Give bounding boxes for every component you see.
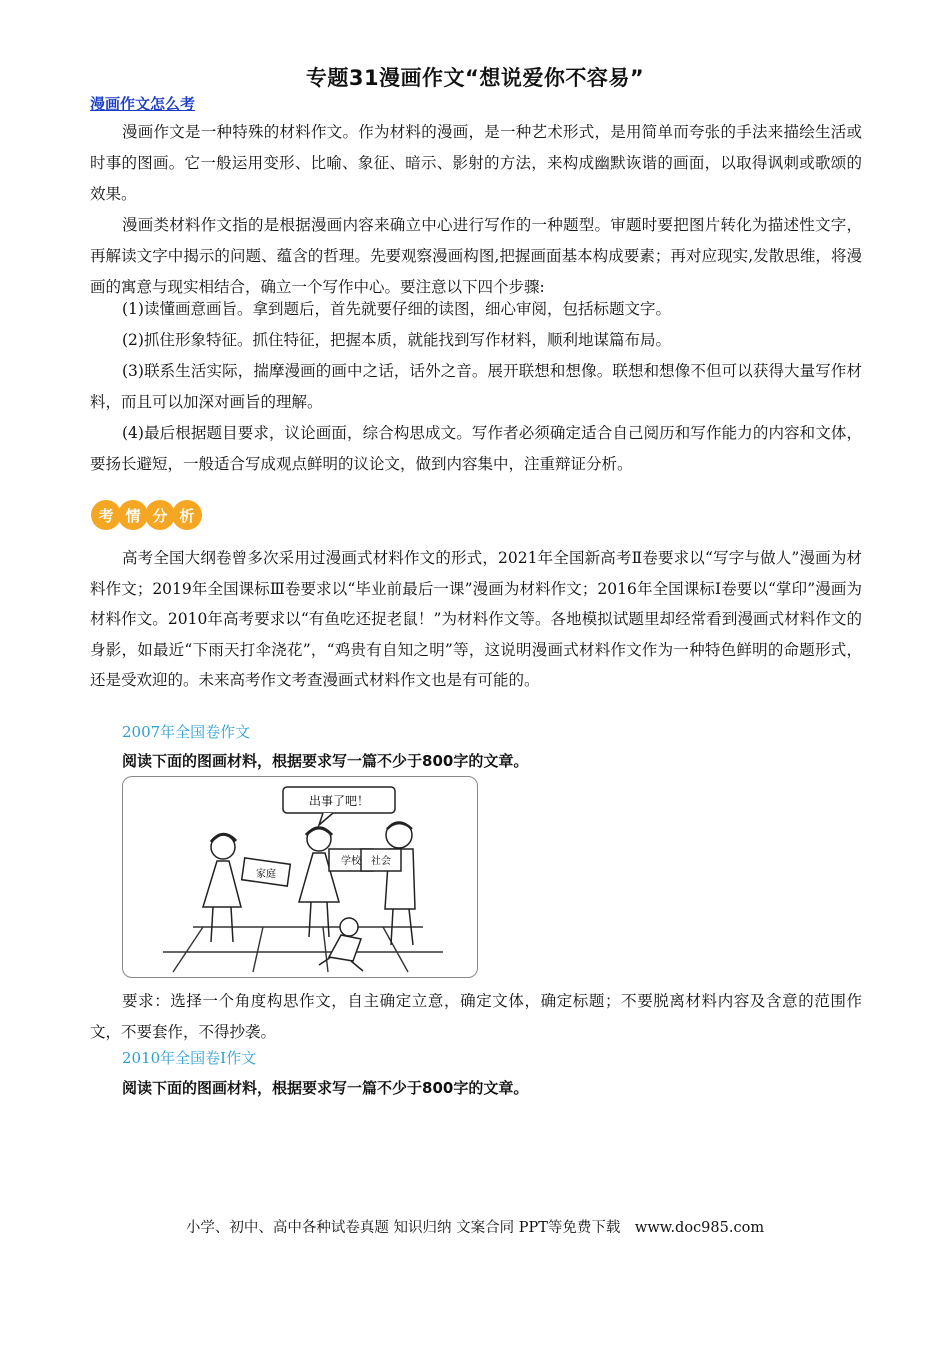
cartoon-sign-school: 学校 — [341, 856, 361, 867]
badge-char-2: 情 — [125, 507, 141, 525]
section-link[interactable]: 漫画作文怎么考 — [90, 95, 196, 113]
analysis-badge — [88, 497, 204, 533]
exam2-instruction: 阅读下面的图画材料，根据要求写一篇不少于800字的文章。 — [122, 1079, 529, 1097]
step-3: (3)联系生活实际，揣摩漫画的画中之话，话外之音。展开联想和想像。联想和想像不但可以获得大量写作材料，而且可以加深对画旨的理解。 — [90, 362, 862, 411]
exam1-heading: 2007年全国卷作文 — [122, 723, 251, 741]
cartoon-image — [122, 776, 478, 978]
page-footer: 小学、初中、高中各种试卷真题 知识归纳 文案合同 PPT等免费下载 www.doc985.com — [185, 1220, 765, 1236]
badge-char-4: 析 — [179, 507, 195, 525]
intro-paragraph-1: 漫画作文是一种特殊的材料作文。作为材料的漫画，是一种艺术形式，是用简单而夸张的手法来描绘生活或时事的图画。它一般运用变形、比喻、象征、暗示、影射的方法，来构成幽默诙谐的画面，以取得讽刺或歌颂的效果。 — [90, 123, 862, 203]
cartoon-sign-family: 家庭 — [256, 869, 276, 880]
analysis-paragraph: 高考全国大纲卷曾多次采用过漫画式材料作文的形式，2021年全国新高考Ⅱ卷要求以“写字与做人”漫画为材料作文；2019年全国课标Ⅲ卷要求以“毕业前最后一课”漫画为材料作文；2016年全国课标Ⅰ卷要以“掌印”漫画为材料作文。2010年高考要求以“有鱼吃还捉老鼠！”为材料作文等。各地模拟试题里却经常看到漫画式材料作文的身影，如最近“下雨天打伞浇花”，“鸡贵有自知之明”等，这说明漫画式材料作文作为一种特色鲜明的命题形式，还是受欢迎的。未来高考作文考查漫画式材料作文也是有可能的。 — [90, 549, 862, 689]
page-title: 专题31漫画作文“想说爱你不容易” — [305, 66, 645, 90]
cartoon-sign-society: 社会 — [371, 856, 391, 867]
badge-char-3: 分 — [152, 507, 168, 525]
cartoon-bubble-text: 出事了吧！ — [308, 794, 370, 808]
step-2: (2)抓住形象特征。抓住特征，把握本质，就能找到写作材料，顺利地谋篇布局。 — [122, 331, 671, 349]
exam1-requirement: 要求：选择一个角度构思作文，自主确定立意，确定文体，确定标题；不要脱离材料内容及含意的范围作文，不要套作，不得抄袭。 — [90, 992, 862, 1041]
exam1-instruction: 阅读下面的图画材料，根据要求写一篇不少于800字的文章。 — [122, 752, 529, 770]
exam2-heading: 2010年全国卷Ⅰ作文 — [122, 1049, 257, 1067]
step-4: (4)最后根据题目要求，议论画面，综合构思成文。写作者必须确定适合自己阅历和写作能力的内容和文体，要扬长避短，一般适合写成观点鲜明的议论文，做到内容集中，注重辩证分析。 — [90, 424, 862, 473]
step-1: (1)读懂画意画旨。拿到题后，首先就要仔细的读图，细心审阅，包括标题文字。 — [122, 300, 671, 318]
intro-paragraph-2: 漫画类材料作文指的是根据漫画内容来确立中心进行写作的一种题型。审题时要把图片转化为描述性文字，再解读文字中揭示的问题、蕴含的哲理。先要观察漫画构图,把握画面基本构成要素；再对应现实,发散思维，将漫画的寓意与现实相结合，确立一个写作中心。要注意以下四个步骤: — [90, 216, 862, 296]
badge-char-1: 考 — [98, 507, 114, 525]
